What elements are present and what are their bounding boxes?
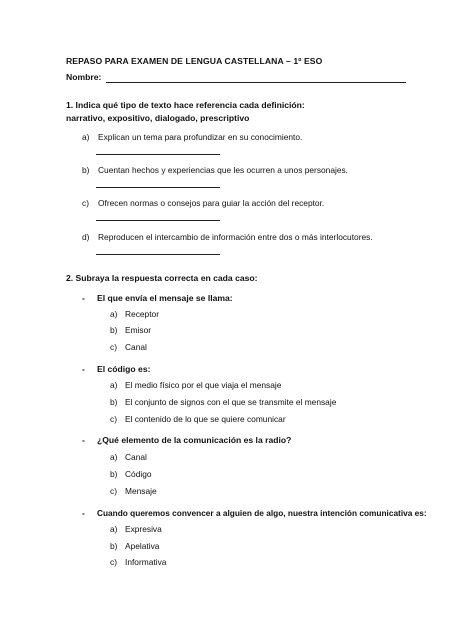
q2-option[interactable]: Expresiva [125,524,162,534]
q2-option-marker: a) [110,380,118,390]
q1-answer-line[interactable] [96,254,220,255]
q2-question: El que envía el mensaje se llama: [97,293,233,303]
q2-option-marker: c) [110,414,117,424]
q1-heading: 1. Indica qué tipo de texto hace referencia cada definición: [66,100,305,110]
q2-bullet: - [82,293,85,303]
q1-item-text: Explican un tema para profundizar en su conocimiento. [98,132,303,142]
q2-question: ¿Qué elemento de la comunicación es la radio? [97,435,292,445]
q1-answer-line[interactable] [96,220,220,221]
q2-option[interactable]: Informativa [125,557,167,567]
q2-option-marker: c) [110,342,117,352]
q1-answer-line[interactable] [96,187,220,188]
q2-option-marker: a) [110,524,118,534]
q1-item-text: Ofrecen normas o consejos para guiar la acción del receptor. [98,198,325,208]
q1-answer-line[interactable] [96,154,220,155]
q2-option-marker: b) [110,325,118,335]
q2-bullet: - [82,364,85,374]
q2-question: Cuando queremos convencer a alguien de algo, nuestra intención comunicativa es: [97,508,427,518]
q1-options-line: narrativo, expositivo, dialogado, prescriptivo [66,113,250,123]
q2-option[interactable]: Código [125,469,152,479]
q1-item-marker: b) [82,165,90,175]
name-answer-line[interactable] [106,82,406,83]
q2-question: El código es: [97,364,151,374]
q2-option[interactable]: Canal [125,452,147,462]
page-title: REPASO PARA EXAMEN DE LENGUA CASTELLANA – 1º ESO [66,56,323,66]
q2-option[interactable]: Receptor [125,309,159,319]
q1-item-marker: a) [82,132,90,142]
q2-option-marker: b) [110,469,118,479]
q1-item-marker: c) [82,198,89,208]
q2-option-marker: c) [110,557,117,567]
q2-option[interactable]: Emisor [125,325,152,335]
q1-item-marker: d) [82,232,90,242]
q2-bullet: - [82,435,85,445]
q2-option-marker: b) [110,397,118,407]
name-label: Nombre: [66,72,102,82]
q2-heading: 2. Subraya la respuesta correcta en cada caso: [66,273,258,283]
q2-option[interactable]: Mensaje [125,486,157,496]
q2-option[interactable]: El contenido de lo que se quiere comunicar [125,414,286,424]
q2-option-marker: c) [110,486,117,496]
q1-item-text: Reproducen el intercambio de información entre dos o más interlocutores. [98,232,373,242]
q2-option[interactable]: El conjunto de signos con el que se transmite el mensaje [125,397,337,407]
q2-bullet: - [82,508,85,518]
q2-option[interactable]: Apelativa [125,541,160,551]
q2-option-marker: a) [110,309,118,319]
q2-option-marker: a) [110,452,118,462]
q1-item-text: Cuentan hechos y experiencias que les ocurren a unos personajes. [98,165,349,175]
q2-option-marker: b) [110,541,118,551]
q2-option[interactable]: El medio físico por el que viaja el mensaje [125,380,282,390]
q2-option[interactable]: Canal [125,342,147,352]
